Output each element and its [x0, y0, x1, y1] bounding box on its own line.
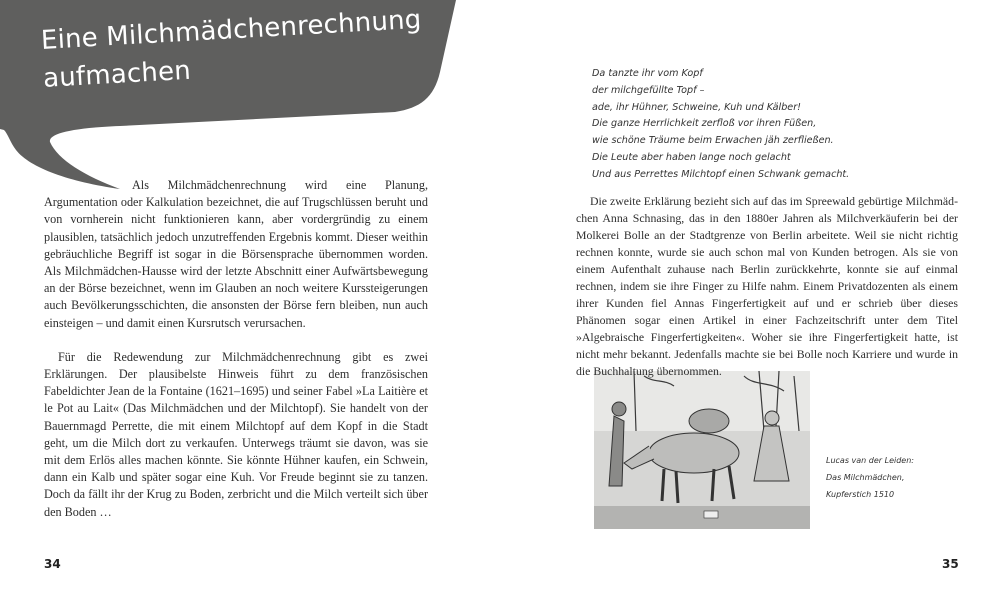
poem-line: Die Leute aber haben lange noch gelacht	[592, 151, 791, 163]
body-paragraph: Für die Redewendung zur Milchmädchenrechnung gibt es zwei Erklärungen. Der plausibelste Hinweis führt zu dem französischen Fabeldichter Jean de la Fontaine (1621–1695) und seiner Fabel »La Laitière et le Pot au Lait« (Das Milchmädchen und der Milchtopf). Sie handelt von der Bauernmagd Perrette, die mit einem Milchtopf auf dem Kopf in die Stadt geht, um die Milch dort zu verkaufen. Unterwegs träumt sie davon, was sie mit dem Erlös alles machen könnte. Sie könnte Hühner kaufen, ein Schwein, dann ein Kalb und später sogar eine Kuh. Vor Freude beginnt sie zu tanzen. Doch da fällt ihr der Krug zu Boden, zerbricht und die Milch verteilt sich über den Boden …	[44, 349, 428, 519]
poem-line: Und aus Perrettes Milchtopf einen Schwank gemacht.	[592, 168, 850, 180]
chapter-title-line-1: Eine Milchmädchenrechnung	[40, 4, 423, 56]
caption-line: Kupferstich 1510	[826, 490, 895, 499]
cow-shape	[649, 433, 739, 473]
page-number-left: 34	[44, 557, 61, 571]
engraving-illustration	[594, 371, 810, 529]
body-paragraph: Als Milchmädchenrechnung wird eine Planung, Argumentation oder Kalkulation bezeichnet, die auf Trugschlüssen beruht und von vornherein nicht funktionieren kann, aber vordergründig zu einem plausiblen, tatsächlich jedoch unzutreffenden Ergebnis kommt. Dieser weithin gebräuchliche Begriff ist sogar in die Börsensprache übernommen worden. Als Milchmädchen-Hausse wird der letzte Abschnitt einer Aufwärtsbewegung an der Börse bezeichnet, wenn im Glauben an noch weitere Kurssteigerungen auch Bevölkerungsschichten, die ansonsten der Börse fern bleiben, nun auch einsteigen – und damit einen Kursrutsch verursachen.	[44, 178, 428, 330]
poem-line: Da tanzte ihr vom Kopf	[592, 68, 703, 79]
poem-line: der milchgefüllte Topf –	[592, 84, 705, 96]
poem-line: ade, ihr Hühner, Schweine, Kuh und Kälber!	[592, 101, 801, 113]
body-paragraph: Die zweite Erklärung bezieht sich auf das im Spreewald gebürtige Milchmädchen Anna Schnasing, das in den 1880er Jahren als Milchverkäuferin bei der Molkerei Bolle an der Stadtgrenze von Berlin arbeitete. Weil sie nicht richtig rechnen konnte, wurde sie auch schon mal von Kunden betrogen. Als sie von einem Aufenthalt zuhause nach Berlin zurückkehrte, konnte sie auf einmal rechnen, indem sie ihre Finger zu Hilfe nahm. Einem Privatdozenten als einem ihrer Kunden fiel Annas Fingerfertigkeit auf und er schrieb über dieses Phänomen sogar einen Artikel in einer Fachzeitschrift unter dem Titel »Algebraische Fingerfertigkeiten«. Woher sie ihre Fingerfertigkeit hatte, ist nicht mehr bekannt. Jedenfalls machte sie bei Bolle noch Karriere und wurde in die Buchhaltung übernommen.	[576, 194, 958, 378]
chapter-title-line-2: aufmachen	[42, 55, 192, 94]
figure-caption	[826, 452, 914, 503]
caption-line: Das Milchmädchen,	[826, 473, 905, 482]
caption-line: Lucas van der Leiden:	[826, 456, 914, 465]
left-page-body	[44, 177, 428, 521]
poem-line: wie schöne Träume beim Erwachen jäh zerfließen.	[592, 135, 834, 147]
poem-line: Die ganze Herrlichkeit zerfloß vor ihren Füßen,	[592, 118, 817, 130]
poem-quote	[592, 66, 849, 184]
page-number-right: 35	[942, 557, 959, 571]
right-page-body	[576, 193, 958, 380]
